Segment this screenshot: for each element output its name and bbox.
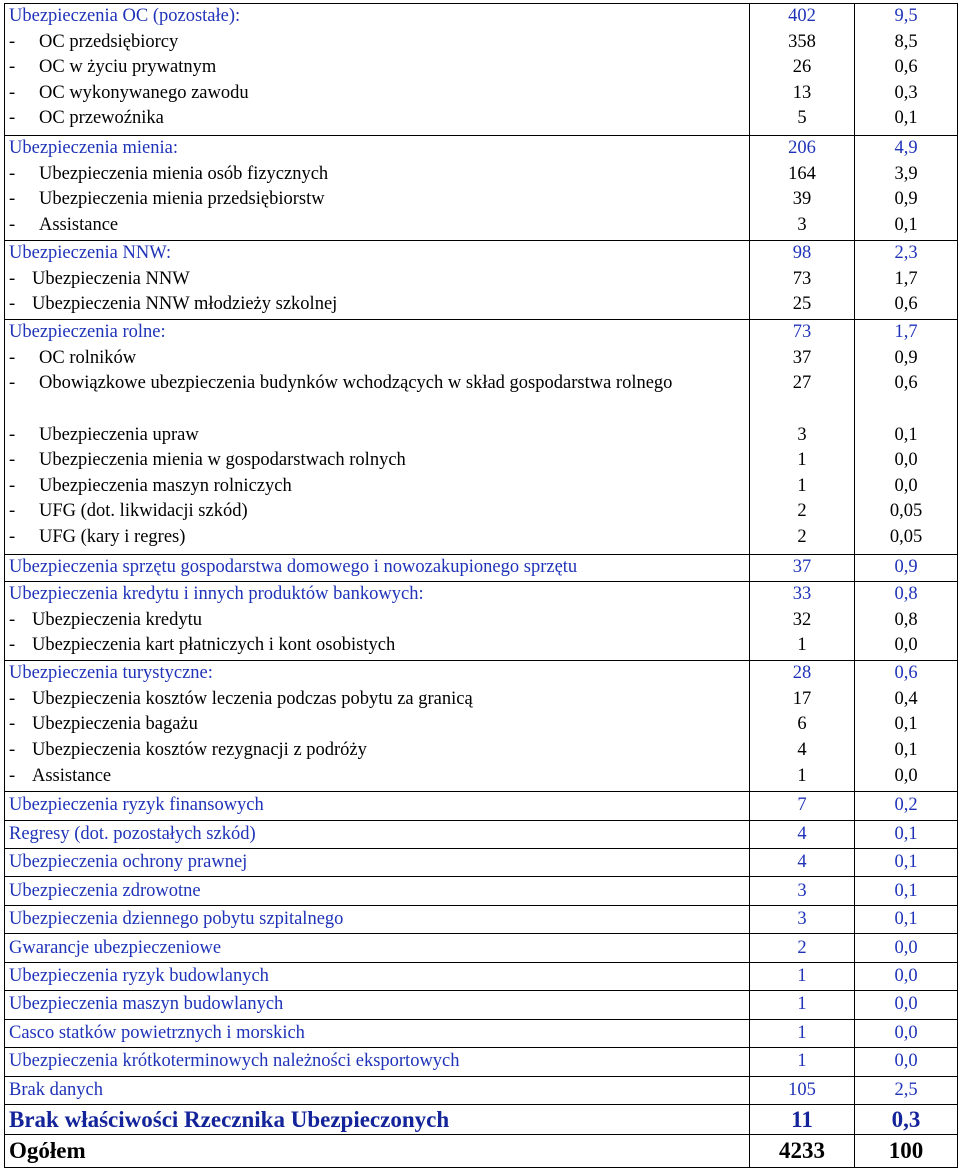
category-row [5,877,958,905]
group-percent-cell [855,555,958,582]
subcategory-label [9,106,745,132]
group-counts-cell [750,582,855,661]
complaint-percent: 2,5 [855,1076,958,1104]
complaint-percent: 3,9 [894,163,918,184]
category-row [5,962,958,990]
subcategory-label [9,267,745,293]
subcategory-text: Ubezpieczenia kredytu [32,609,203,630]
complaint-count: 26 [792,57,812,78]
category-label: Regresy (dot. pozostałych szkód) [5,820,750,848]
group-labels-cell [5,4,750,136]
category-header-label: Ubezpieczenia mienia: [9,138,178,159]
complaint-percent: 0,8 [894,609,918,630]
category-row [5,905,958,933]
group-percent-cell [855,320,958,555]
subcategory-label [9,81,745,107]
rzecznik-pct: 0,3 [855,1104,958,1134]
complaint-percent: 0,8 [894,584,918,605]
subcategory-label [9,738,745,764]
subcategory-text: UFG (dot. likwidacji szkód) [39,501,248,522]
group-percent-cell [855,241,958,320]
complaint-percent: 0,1 [894,214,918,235]
complaint-count: 25 [792,294,812,315]
complaint-count: 4 [750,849,855,877]
complaint-percent: 0,05 [889,526,923,547]
subcategory-text: Assistance [32,765,112,786]
subcategory-text: Obowiązkowe ubezpieczenia budynków wchodzących w skład gospodarstwa rolnego [39,373,673,394]
complaint-count: 2 [797,501,807,522]
group-counts-cell [750,555,855,582]
complaint-percent: 0,0 [855,991,958,1019]
list-dash: - [9,765,16,786]
subcategory-label [9,525,745,551]
complaint-percent: 0,0 [855,1019,958,1047]
group-labels-cell [5,136,750,241]
complaint-percent: 9,5 [894,6,918,26]
complaint-count: 6 [797,714,807,735]
subcategory-text: OC przedsiębiorcy [39,31,179,52]
complaint-percent: 0,05 [889,501,923,522]
complaint-count: 98 [792,243,812,264]
list-dash: - [9,714,16,735]
group-labels-cell [5,582,750,661]
complaint-count: 1 [797,635,807,656]
complaint-percent: 2,3 [894,243,918,264]
complaint-count: 7 [750,792,855,820]
list-dash: - [9,108,16,129]
complaint-percent: 0,6 [894,373,918,394]
subcategory-label [9,764,745,790]
complaint-percent: 0,1 [855,905,958,933]
complaint-percent: 0,4 [894,688,918,709]
category-label: Ubezpieczenia dziennego pobytu szpitalnego [5,905,750,933]
category-label: Ubezpieczenia maszyn budowlanych [5,991,750,1019]
list-dash: - [9,609,16,630]
complaint-percent: 0,9 [894,189,918,210]
category-label: Casco statków powietrznych i morskich [5,1019,750,1047]
complaint-percent: 0,9 [894,557,918,578]
list-dash: - [9,526,16,547]
category-header-label: Ubezpieczenia rolne: [9,322,166,343]
complaint-count: 164 [788,163,816,184]
subcategory-label [9,448,745,474]
subcategory-text: OC rolników [39,347,137,368]
category-row [5,991,958,1019]
rzecznik-label: Brak właściwości Rzecznika Ubezpieczonych [5,1104,750,1134]
list-dash: - [9,688,16,709]
group-counts-cell [750,661,855,792]
complaint-percent: 4,9 [894,138,918,159]
list-dash: - [9,450,16,471]
category-row [5,1048,958,1076]
rzecznik-row [5,1104,958,1134]
total-pct: 100 [855,1135,958,1168]
category-group-row [5,4,958,136]
complaint-count: 1 [750,1019,855,1047]
category-row [5,820,958,848]
total-label: Ogółem [5,1135,750,1168]
complaint-count: 37 [792,347,812,368]
list-dash: - [9,163,16,184]
subcategory-label [9,30,745,56]
group-counts-cell [750,136,855,241]
subcategory-label [9,687,745,713]
total-count: 4233 [750,1135,855,1168]
complaint-count: 73 [792,322,812,343]
list-dash: - [9,31,16,52]
complaint-count: 105 [750,1076,855,1104]
complaint-percent: 0,1 [855,877,958,905]
category-row [5,1019,958,1047]
complaint-percent: 0,6 [894,663,918,684]
category-header-label: Ubezpieczenia OC (pozostałe): [9,6,241,26]
complaint-percent: 0,1 [855,820,958,848]
group-labels-cell [5,555,750,582]
category-label: Ubezpieczenia ryzyk budowlanych [5,962,750,990]
subcategory-text: OC przewoźnika [39,108,164,129]
complaint-percent: 0,0 [894,765,918,786]
subcategory-text: Ubezpieczenia NNW młodzieży szkolnej [32,294,338,315]
complaint-percent: 0,0 [855,1048,958,1076]
complaint-percent: 0,0 [894,450,918,471]
complaint-percent: 0,1 [894,108,918,129]
complaint-count: 32 [792,609,812,630]
complaint-percent: 0,1 [894,739,918,760]
subcategory-text: OC wykonywanego zawodu [39,82,249,103]
complaint-percent: 0,6 [894,294,918,315]
complaint-percent: 0,1 [894,714,918,735]
subcategory-label [9,712,745,738]
subcategory-label [9,371,745,422]
complaint-count: 1 [750,991,855,1019]
subcategory-label [9,608,745,634]
category-group-row [5,582,958,661]
subcategory-label [9,55,745,81]
total-row [5,1135,958,1168]
complaint-count: 27 [792,373,812,394]
group-percent-cell [855,4,958,136]
list-dash: - [9,294,16,315]
subcategory-text: Ubezpieczenia upraw [39,424,199,445]
subcategory-text: Ubezpieczenia mienia w gospodarstwach rolnych [39,450,406,471]
subcategory-label [9,499,745,525]
list-dash: - [9,373,16,394]
subcategory-text: Assistance [39,214,119,235]
category-group-row [5,555,958,582]
list-dash: - [9,57,16,78]
subcategory-label [9,633,745,659]
list-dash: - [9,82,16,103]
complaint-count: 1 [750,962,855,990]
category-group-row [5,136,958,241]
subcategory-text: Ubezpieczenia kosztów leczenia podczas pobytu za granicą [32,688,473,709]
group-percent-cell [855,136,958,241]
group-counts-cell [750,4,855,136]
subcategory-label [9,346,745,372]
category-group-row [5,241,958,320]
complaint-percent: 0,0 [855,962,958,990]
complaint-percent: 1,7 [894,322,918,343]
group-labels-cell [5,320,750,555]
group-percent-cell [855,582,958,661]
complaint-count: 206 [788,138,816,159]
subcategory-text: Ubezpieczenia mienia osób fizycznych [39,163,329,184]
complaint-percent: 0,0 [855,934,958,962]
complaint-percent: 0,1 [855,849,958,877]
category-header-label: Ubezpieczenia turystyczne: [9,663,213,684]
category-group-row [5,320,958,555]
category-header-label: Ubezpieczenia sprzętu gospodarstwa domowego i nowozakupionego sprzętu [9,557,578,578]
subcategory-label [9,474,745,500]
complaint-count: 402 [788,6,816,26]
category-group-row [5,661,958,792]
claims-by-insurance-type-table [4,3,958,1168]
category-label: Ubezpieczenia zdrowotne [5,877,750,905]
complaint-count: 4 [797,739,807,760]
subcategory-text: OC w życiu prywatnym [39,57,217,78]
category-row [5,1076,958,1104]
complaint-count: 3 [750,905,855,933]
complaint-percent: 0,1 [894,424,918,445]
subcategory-text: Ubezpieczenia bagażu [32,714,198,735]
list-dash: - [9,189,16,210]
list-dash: - [9,424,16,445]
subcategory-text: Ubezpieczenia kosztów rezygnacji z podróży [32,739,367,760]
complaint-count: 73 [792,268,812,289]
complaint-percent: 0,0 [894,635,918,656]
list-dash: - [9,268,16,289]
complaint-count: 2 [750,934,855,962]
category-row [5,792,958,820]
category-label: Gwarancje ubezpieczeniowe [5,934,750,962]
complaint-count: 13 [792,82,812,103]
complaint-count: 17 [792,688,812,709]
group-labels-cell [5,241,750,320]
category-label: Ubezpieczenia ochrony prawnej [5,849,750,877]
subcategory-label [9,423,745,449]
list-dash: - [9,347,16,368]
complaint-count: 37 [792,557,812,578]
complaint-percent: 0,2 [855,792,958,820]
complaint-count: 358 [788,31,816,52]
complaint-count: 1 [797,450,807,471]
category-row [5,934,958,962]
complaint-percent: 8,5 [894,31,918,52]
list-dash: - [9,214,16,235]
list-dash: - [9,475,16,496]
complaint-count: 28 [792,663,812,684]
complaint-count: 3 [797,214,807,235]
group-percent-cell [855,661,958,792]
group-counts-cell [750,241,855,320]
subcategory-text: Ubezpieczenia kart płatniczych i kont osobistych [32,635,396,656]
subcategory-label [9,292,745,318]
complaint-percent: 1,7 [894,268,918,289]
complaint-percent: 0,0 [894,475,918,496]
list-dash: - [9,501,16,522]
subcategory-text: UFG (kary i regres) [39,526,186,547]
complaint-count: 2 [797,526,807,547]
claims-table-page [4,3,957,1168]
table-body [5,4,958,1168]
subcategory-label [9,213,745,239]
rzecznik-count: 11 [750,1104,855,1134]
complaint-count: 33 [792,584,812,605]
complaint-percent: 0,6 [894,57,918,78]
complaint-count: 39 [792,189,812,210]
category-label: Ubezpieczenia krótkoterminowych należności eksportowych [5,1048,750,1076]
subcategory-label [9,162,745,188]
complaint-count: 4 [750,820,855,848]
list-dash: - [9,739,16,760]
complaint-percent: 0,9 [894,347,918,368]
complaint-count: 1 [797,475,807,496]
group-labels-cell [5,661,750,792]
subcategory-label [9,187,745,213]
category-label: Brak danych [5,1076,750,1104]
complaint-count: 3 [797,424,807,445]
subcategory-text: Ubezpieczenia NNW [32,268,190,289]
list-dash: - [9,635,16,656]
complaint-count: 5 [797,108,807,129]
category-header-label: Ubezpieczenia kredytu i innych produktów bankowych: [9,584,424,605]
category-label: Ubezpieczenia ryzyk finansowych [5,792,750,820]
category-row [5,849,958,877]
complaint-percent: 0,3 [894,82,918,103]
group-counts-cell [750,320,855,555]
complaint-count: 3 [750,877,855,905]
complaint-count: 1 [750,1048,855,1076]
complaint-count: 1 [797,765,807,786]
category-header-label: Ubezpieczenia NNW: [9,243,172,264]
subcategory-text: Ubezpieczenia mienia przedsiębiorstw [39,189,325,210]
subcategory-text: Ubezpieczenia maszyn rolniczych [39,475,292,496]
